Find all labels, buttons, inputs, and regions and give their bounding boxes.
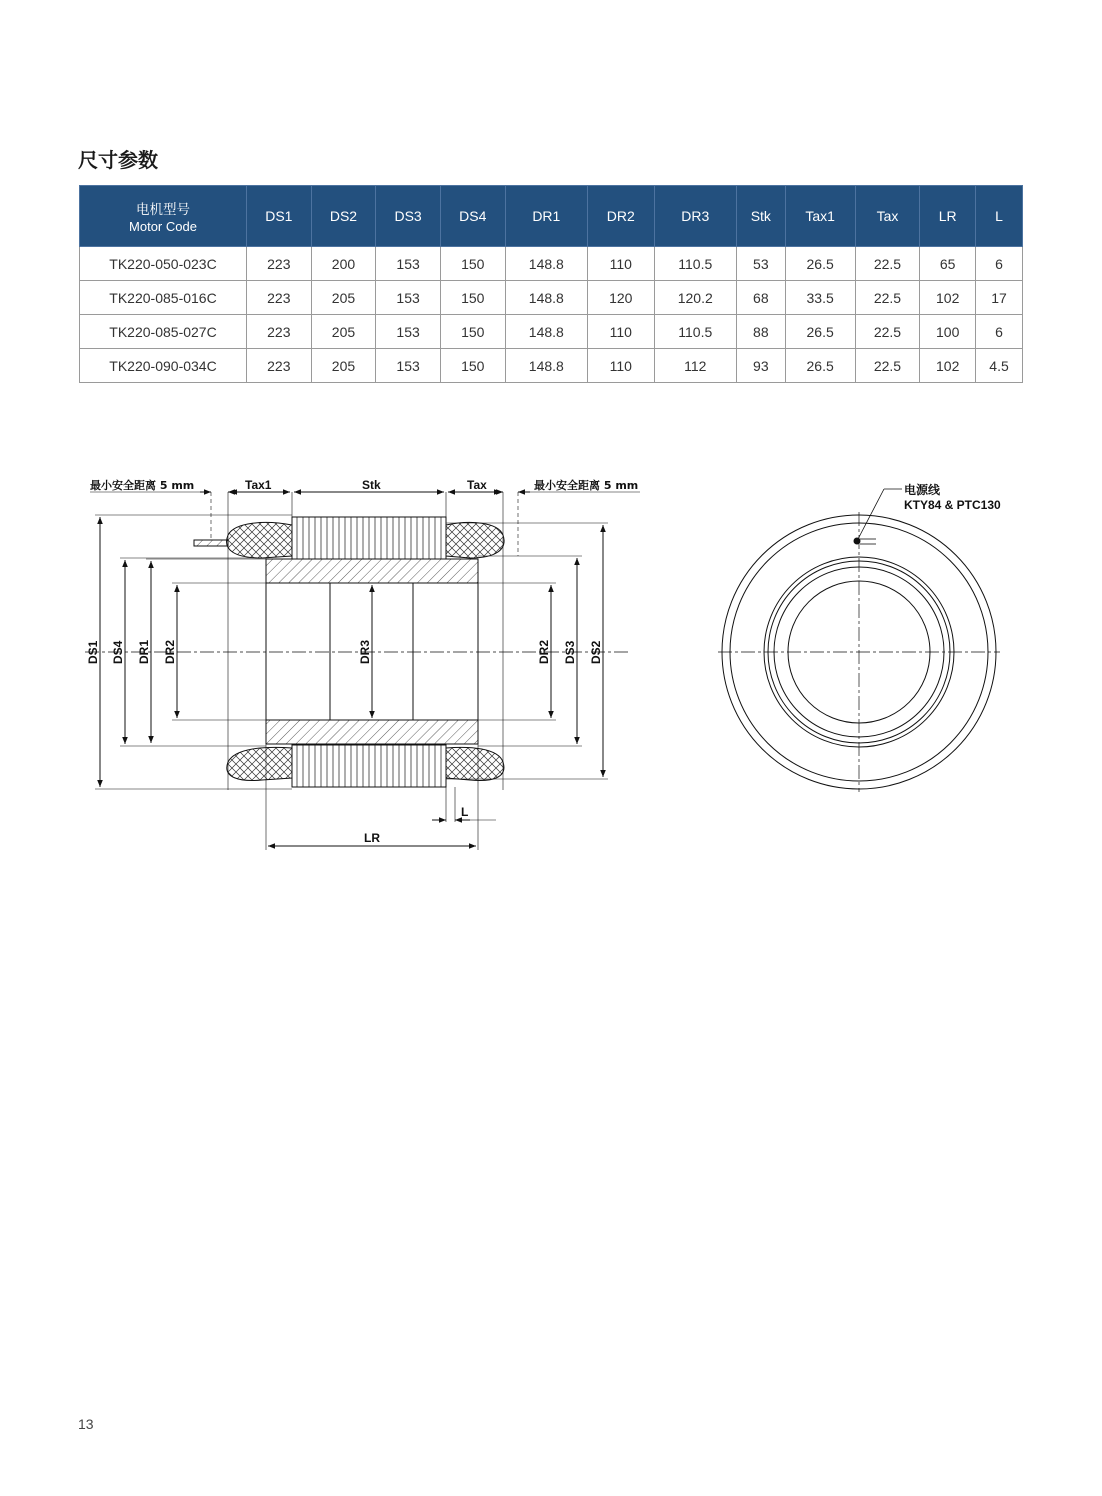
table-cell: 205 [311, 281, 376, 315]
ds2-label: DS2 [589, 640, 603, 664]
table-cell: 17 [976, 281, 1023, 315]
tax-label: Tax [467, 478, 487, 492]
dr1-label: DR1 [137, 639, 151, 664]
section-title: 尺寸参数 [78, 148, 158, 172]
table-cell: 93 [737, 349, 786, 383]
column-header: DS3 [376, 186, 441, 247]
table-cell: 22.5 [855, 349, 920, 383]
side-view [85, 492, 640, 850]
table-cell: 153 [376, 247, 441, 281]
dr2-right-label: DR2 [537, 639, 551, 664]
table-cell: 148.8 [505, 349, 588, 383]
table-cell: 6 [976, 247, 1023, 281]
table-cell: 110 [588, 349, 654, 383]
table-cell: 26.5 [785, 247, 855, 281]
column-header: DS2 [311, 186, 376, 247]
table-cell: 120.2 [654, 281, 737, 315]
column-header: DS4 [440, 186, 505, 247]
table-cell: 6 [976, 315, 1023, 349]
rotor-sleeve-bottom [266, 720, 478, 744]
table-cell: 110 [588, 247, 654, 281]
table-cell: 223 [247, 349, 312, 383]
end-winding-top-right [446, 522, 504, 558]
table-cell: 26.5 [785, 315, 855, 349]
table-cell: 153 [376, 349, 441, 383]
table-cell: 223 [247, 315, 312, 349]
column-header: DS1 [247, 186, 312, 247]
motor-code-header-cn: 电机型号 [136, 202, 190, 218]
min-clearance-left-label: 最小安全距离 5 mm [90, 479, 195, 492]
motor-code-header-en: Motor Code [129, 219, 197, 234]
table-cell: 65 [920, 247, 976, 281]
table-cell: 110.5 [654, 315, 737, 349]
column-header: L [976, 186, 1023, 247]
table-cell: 200 [311, 247, 376, 281]
motor-code-cell: TK220-090-034C [80, 349, 247, 383]
min-clearance-right-label: 最小安全距离 5 mm [534, 479, 639, 492]
table-cell: 102 [920, 281, 976, 315]
table-cell: 22.5 [855, 247, 920, 281]
column-header: DR2 [588, 186, 654, 247]
table-cell: 150 [440, 349, 505, 383]
stk-label: Stk [362, 478, 381, 492]
table-cell: 153 [376, 281, 441, 315]
table-cell: 205 [311, 315, 376, 349]
end-winding-bottom-left [227, 747, 292, 780]
end-winding-top-left [227, 522, 292, 558]
motor-code-cell: TK220-050-023C [80, 247, 247, 281]
sensor-label: KTY84 & PTC130 [904, 498, 1001, 512]
table-cell: 33.5 [785, 281, 855, 315]
table-cell: 26.5 [785, 349, 855, 383]
motor-code-cell: TK220-085-016C [80, 281, 247, 315]
table-cell: 68 [737, 281, 786, 315]
column-header: LR [920, 186, 976, 247]
ds1-label: DS1 [86, 640, 100, 664]
column-header: Tax [855, 186, 920, 247]
table-cell: 112 [654, 349, 737, 383]
stator-stack-bottom [292, 745, 446, 787]
table-cell: 22.5 [855, 281, 920, 315]
table-cell: 22.5 [855, 315, 920, 349]
table-cell: 110.5 [654, 247, 737, 281]
column-header: DR1 [505, 186, 588, 247]
table-cell: 120 [588, 281, 654, 315]
tax1-label: Tax1 [245, 478, 272, 492]
front-view-labels [904, 482, 1001, 512]
rotor-sleeve-top [266, 559, 478, 583]
table-cell: 150 [440, 281, 505, 315]
table-cell: 148.8 [505, 315, 588, 349]
table-cell: 223 [247, 281, 312, 315]
table-cell: 150 [440, 315, 505, 349]
table-cell: 223 [247, 247, 312, 281]
motor-code-cell: TK220-085-027C [80, 315, 247, 349]
column-header: Tax1 [785, 186, 855, 247]
lead-wire [194, 540, 228, 546]
column-header: Stk [737, 186, 786, 247]
front-view [718, 489, 1000, 792]
table-cell: 102 [920, 349, 976, 383]
table-cell: 205 [311, 349, 376, 383]
table-cell: 88 [737, 315, 786, 349]
l-label: L [461, 805, 469, 819]
lr-label: LR [364, 831, 380, 845]
ds4-label: DS4 [111, 640, 125, 664]
column-header: DR3 [654, 186, 737, 247]
table-cell: 150 [440, 247, 505, 281]
page-number: 13 [78, 1416, 94, 1432]
table-cell: 148.8 [505, 247, 588, 281]
ds3-label: DS3 [563, 640, 577, 664]
table-cell: 100 [920, 315, 976, 349]
table-cell: 153 [376, 315, 441, 349]
dr3-label: DR3 [358, 639, 372, 664]
table-cell: 53 [737, 247, 786, 281]
dr2-left-label: DR2 [163, 639, 177, 664]
power-cable-label: 电源线 [904, 483, 941, 497]
end-winding-bottom-right [446, 747, 504, 780]
table-cell: 4.5 [976, 349, 1023, 383]
table-cell: 148.8 [505, 281, 588, 315]
table-cell: 110 [588, 315, 654, 349]
stator-stack-top [292, 517, 446, 559]
